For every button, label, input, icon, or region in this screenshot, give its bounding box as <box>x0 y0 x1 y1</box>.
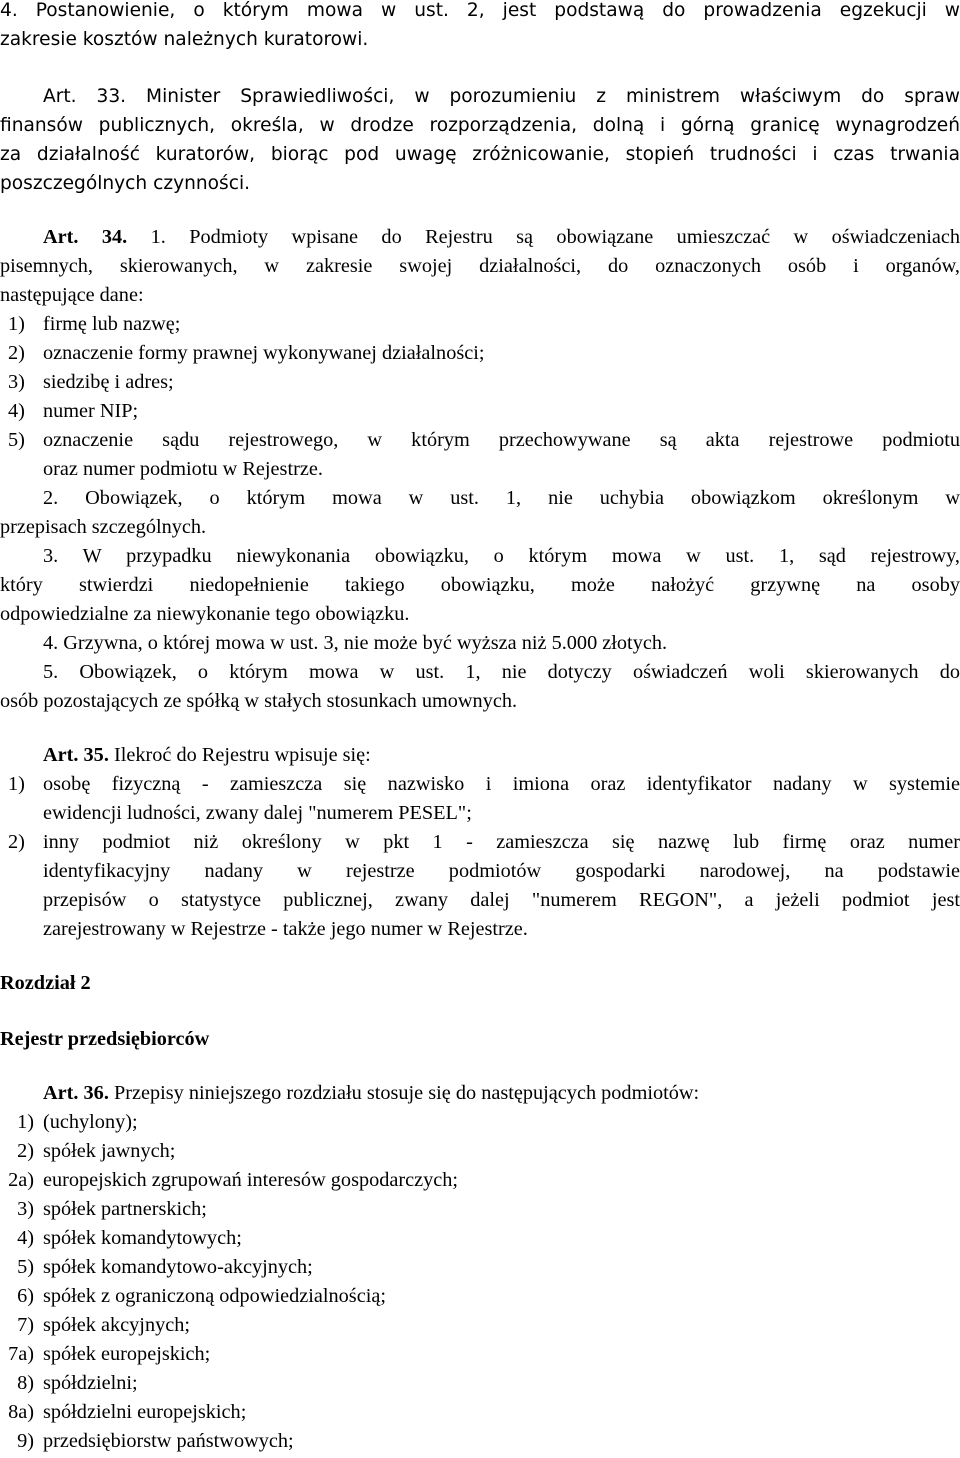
art35-paragraph-line <box>0 741 960 770</box>
list-item: 7) spółek akcyjnych; <box>17 1314 190 1336</box>
art34-paragraph-line <box>0 223 960 252</box>
list-item: 3) spółek partnerskich; <box>17 1198 207 1220</box>
list-item: 1) (uchylony); <box>17 1111 138 1133</box>
art36-paragraph-line <box>0 1079 960 1108</box>
list-item-continuation: identyfikacyjny nadany w rejestrze podmiotów gospodarki narodowej, na podstawie <box>43 860 960 882</box>
list-item-continuation: oraz numer podmiotu w Rejestrze. <box>43 458 323 480</box>
list-item: 5) spółek komandytowo-akcyjnych; <box>17 1256 313 1278</box>
art34-paragraph-line: następujące dane: <box>0 284 144 306</box>
art33-paragraph-line: finansów publicznych, określa, w drodze rozporządzenia, dolną i górną granicę wynagrodzeń <box>0 115 960 136</box>
article-label: Art. 36. <box>43 1082 109 1104</box>
art34-paragraph-line: odpowiedzialne za niewykonanie tego obowiązku. <box>0 603 410 625</box>
list-item: 2) oznaczenie formy prawnej wykonywanej działalności; <box>8 342 485 364</box>
list-item: 2) spółek jawnych; <box>17 1140 176 1162</box>
art34-paragraph-line: pisemnych, skierowanych, w zakresie swojej działalności, do oznaczonych osób i organów, <box>0 255 960 277</box>
list-item: 1) osobę fizyczną - zamieszcza się nazwisko i imiona oraz identyfikator nadany w systemie <box>8 773 960 795</box>
art33-paragraph-line: poszczególnych czynności. <box>0 173 251 194</box>
art35-text: Ilekroć do Rejestru wpisuje się: <box>108 744 371 766</box>
list-item: 6) spółek z ograniczoną odpowiedzialnością; <box>17 1285 386 1307</box>
art33-text: Minister Sprawiedliwości, w porozumieniu z ministrem właściwym do spraw <box>126 86 960 107</box>
list-item: 3) siedzibę i adres; <box>8 371 174 393</box>
list-item-continuation: ewidencji ludności, zwany dalej "numerem PESEL"; <box>43 802 472 824</box>
art36-text: Przepisy niniejszego rozdziału stosuje się do następujących podmiotów: <box>108 1082 700 1104</box>
art32-paragraph-line: 4. Postanowienie, o którym mowa w ust. 2, jest podstawą do prowadzenia egzekucji w <box>0 0 960 21</box>
list-item: 7a) spółek europejskich; <box>8 1343 211 1365</box>
list-item: 8a) spółdzielni europejskich; <box>8 1401 247 1423</box>
list-item: 8) spółdzielni; <box>17 1372 138 1394</box>
art34-paragraph-line: 3. W przypadku niewykonania obowiązku, o którym mowa w ust. 1, sąd rejestrowy, <box>43 545 960 567</box>
list-item: 9) przedsiębiorstw państwowych; <box>17 1430 294 1452</box>
art34-paragraph-line: 5. Obowiązek, o którym mowa w ust. 1, nie dotyczy oświadczeń woli skierowanych do <box>43 661 960 683</box>
list-item: 1) firmę lub nazwę; <box>8 313 181 335</box>
art34-text: 1. Podmioty wpisane do Rejestru są obowiązane umieszczać w oświadczeniach <box>127 226 960 248</box>
article-label: Art. 33. <box>43 86 127 107</box>
art34-paragraph-line: 4. Grzywna, o której mowa w ust. 3, nie może być wyższa niż 5.000 złotych. <box>43 632 668 654</box>
list-item: 5) oznaczenie sądu rejestrowego, w którym przechowywane są akta rejestrowe podmiotu <box>8 429 960 451</box>
art33-paragraph-line <box>0 82 960 111</box>
art34-paragraph-line: osób pozostających ze spółką w stałych stosunkach umownych. <box>0 690 518 712</box>
article-label: Art. 34. <box>43 226 128 248</box>
list-item: 4) spółek komandytowych; <box>17 1227 242 1249</box>
list-item: 2a) europejskich zgrupowań interesów gospodarczych; <box>8 1169 459 1191</box>
art33-paragraph-line: za działalność kuratorów, biorąc pod uwagę zróżnicowanie, stopień trudności i czas trwania <box>0 144 960 165</box>
chapter-number: Rozdział 2 <box>0 972 91 994</box>
list-item-continuation: przepisów o statystyce publicznej, zwany dalej "numerem REGON", a jeżeli podmiot jest <box>43 889 960 911</box>
chapter-title: Rejestr przedsiębiorców <box>0 1028 210 1050</box>
art34-paragraph-line: który stwierdzi niedopełnienie takiego obowiązku, może nałożyć grzywnę na osoby <box>0 574 960 596</box>
list-item-continuation: zarejestrowany w Rejestrze - także jego numer w Rejestrze. <box>43 918 528 940</box>
art34-paragraph-line: 2. Obowiązek, o którym mowa w ust. 1, nie uchybia obowiązkom określonym w <box>43 487 960 509</box>
art34-paragraph-line: przepisach szczególnych. <box>0 516 207 538</box>
art32-paragraph-line: zakresie kosztów należnych kuratorowi. <box>0 29 369 50</box>
list-item: 2) inny podmiot niż określony w pkt 1 - zamieszcza się nazwę lub firmę oraz numer <box>8 831 960 853</box>
list-item: 4) numer NIP; <box>8 400 139 422</box>
article-label: Art. 35. <box>43 744 109 766</box>
